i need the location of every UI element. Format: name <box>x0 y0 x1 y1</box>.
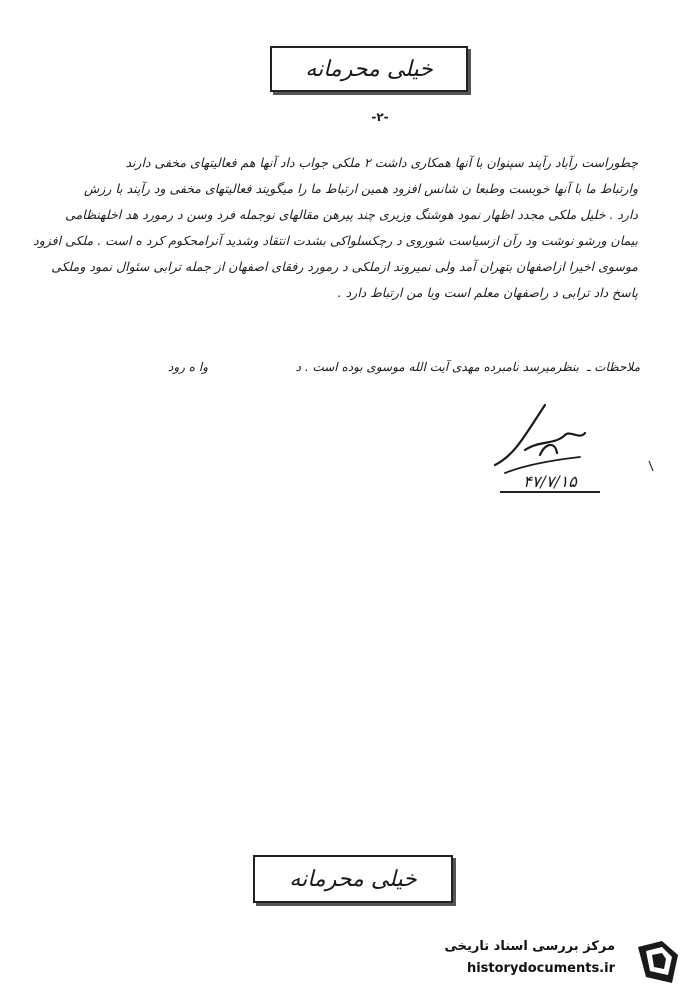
watermark-footer <box>405 935 690 990</box>
footer-title: مرکز بررسی اسناد تاریخی <box>444 939 615 954</box>
body-line: پاسخ داد ترابی د راصفهان معلم است وبا من ارتباط دارد . <box>337 285 638 300</box>
remarks-text: بنظرمیرسد نامبرده مهدی آیت الله موسوی بوده است . د <box>295 360 580 374</box>
classification-stamp-bottom <box>253 855 453 903</box>
footer-url: historydocuments.ir <box>466 961 615 976</box>
classification-stamp-top <box>270 46 468 92</box>
body-line: دارد . خلیل ملکی مجدد اظهار نمود هوشنگ وزیری چند پیرهن مقالهای نوجمله فرد وسن د رمورد هد اخلهنظامی <box>65 207 638 222</box>
remarks-label: ملاحظات ـ <box>586 360 640 374</box>
archive-logo-icon <box>632 937 684 989</box>
page-number: -۲- <box>371 110 389 124</box>
stamp-text: خیلی محرمانه <box>305 56 433 82</box>
stamp-text: خیلی محرمانه <box>289 866 417 892</box>
remarks-line <box>150 360 640 374</box>
document-body <box>18 150 638 306</box>
handwritten-signature <box>485 395 595 475</box>
body-line: بیمان ورشو نوشت ود رآن ازسیاست شوروی د رچکسلواکی بشدت انتقاد وشدید آنرامحکوم کرد ه است . ملکی افزود <box>33 233 638 248</box>
signature-date: ۴۷/۷/۱۵ <box>500 472 600 493</box>
body-line: وارتباط ما با آنها خوبست وطبعا ن شانس افزود همین ارتباط ما را میگویند فعالیتهای مخفی ود رآپند با رزش <box>84 181 638 196</box>
body-line: چطوراست رآباد رآپند سپنوان با آنها همکاری داشت ۲ ملکی جواب داد آنها هم فعالیتهای مخفی دارند <box>125 155 638 170</box>
remarks-end: وا ه رود <box>168 360 209 374</box>
body-line: موسوی اخیرا ازاصفهان بتهران آمد ولی نمیروند ازملکی د رمورد رفقای اصفهان از جمله ترابی سئوال نمود وملکی <box>51 259 638 274</box>
tick-mark <box>648 460 654 472</box>
